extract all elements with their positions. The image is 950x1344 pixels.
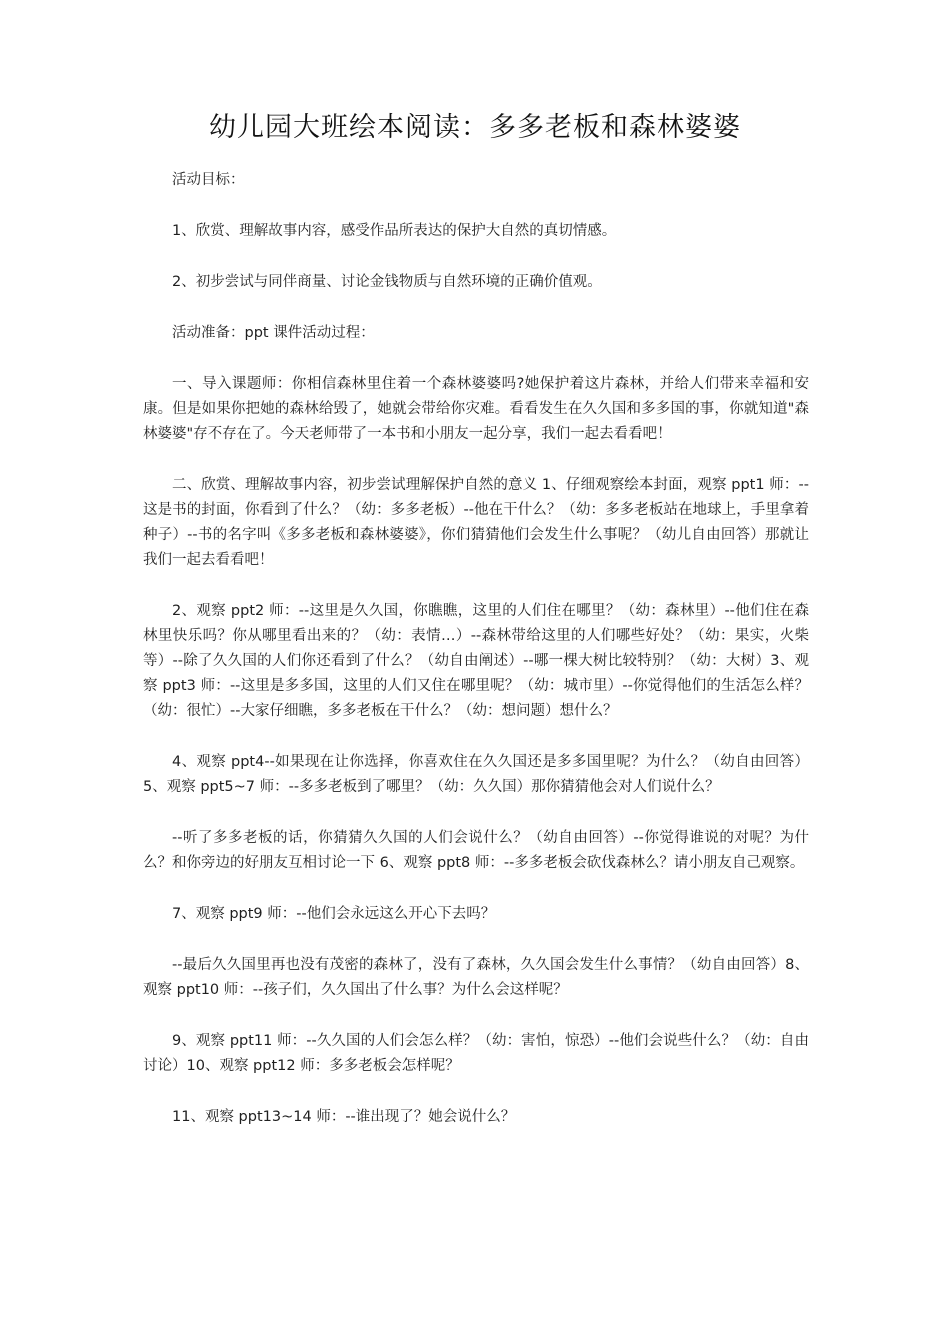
paragraph: 活动准备：ppt 课件活动过程： bbox=[172, 325, 375, 341]
paragraph: 活动目标： bbox=[172, 172, 245, 188]
document-body bbox=[143, 168, 809, 1156]
paragraph: 2、观察 ppt2 师：--这里是久久国，你瞧瞧，这里的人们住在哪里？（幼：森林里）--他们住在森林里快乐吗？你从哪里看出来的？（幼：表情…）--森林带给这里的人们哪些好处？（幼：果实，火柴等）--除了久久国的人们你还看到了什么？（幼自由阐述）--哪一棵大树比较特别？（幼：大树）3、观察 ppt3 师：--这里是多多国，这里的人们又住在哪里呢？（幼：城市里）--你觉得他们的生活怎么样？（幼：很忙）--大家仔细瞧，多多老板在干什么？（幼：想问题）想什么？ bbox=[143, 603, 809, 719]
paragraph: --最后久久国里再也没有茂密的森林了，没有了森林，久久国会发生什么事情？（幼自由回答）8、观察 ppt10 师：--孩子们，久久国出了什么事？为什么会这样呢？ bbox=[143, 957, 809, 998]
paragraph: 一、导入课题师：你相信森林里住着一个森林婆婆吗?她保护着这片森林，并给人们带来幸福和安康。但是如果你把她的森林给毁了，她就会带给你灾难。看看发生在久久国和多多国的事，你就知道"森林婆婆"存不存在了。今天老师带了一本书和小朋友一起分享，我们一起去看看吧！ bbox=[143, 376, 809, 442]
paragraph: 1、欣赏、理解故事内容，感受作品所表达的保护大自然的真切情感。 bbox=[172, 223, 617, 239]
paragraph: 4、观察 ppt4--如果现在让你选择，你喜欢住在久久国还是多多国里呢？为什么？（幼自由回答）5、观察 ppt5~7 师：--多多老板到了哪里？（幼：久久国）那你猜猜他会对人们说什么？ bbox=[143, 754, 809, 795]
paragraph: 7、观察 ppt9 师：--他们会永远这么开心下去吗？ bbox=[172, 906, 496, 922]
paragraph: 二、欣赏、理解故事内容，初步尝试理解保护自然的意义 1、仔细观察绘本封面，观察 ppt1 师：--这是书的封面，你看到了什么？（幼：多多老板）--他在干什么？（幼：多多老板站在地球上，手里拿着种子）--书的名字叫《多多老板和森林婆婆》，你们猜猜他们会发生什么事呢？（幼儿自由回答）那就让我们一起去看看吧！ bbox=[143, 477, 809, 568]
paragraph: 9、观察 ppt11 师：--久久国的人们会怎么样？（幼：害怕，惊恐）--他们会说些什么？（幼：自由讨论）10、观察 ppt12 师：多多老板会怎样呢？ bbox=[143, 1033, 809, 1074]
paragraph: 2、初步尝试与同伴商量、讨论金钱物质与自然环境的正确价值观。 bbox=[172, 274, 602, 290]
paragraph: --听了多多老板的话，你猜猜久久国的人们会说什么？（幼自由回答）--你觉得谁说的对呢？为什么？和你旁边的好朋友互相讨论一下 6、观察 ppt8 师：--多多老板会砍伐森林么？请小朋友自己观察。 bbox=[143, 830, 809, 871]
document-title: 幼儿园大班绘本阅读：多多老板和森林婆婆 bbox=[209, 112, 741, 143]
paragraph: 11、观察 ppt13~14 师：--谁出现了？她会说什么？ bbox=[172, 1109, 516, 1125]
